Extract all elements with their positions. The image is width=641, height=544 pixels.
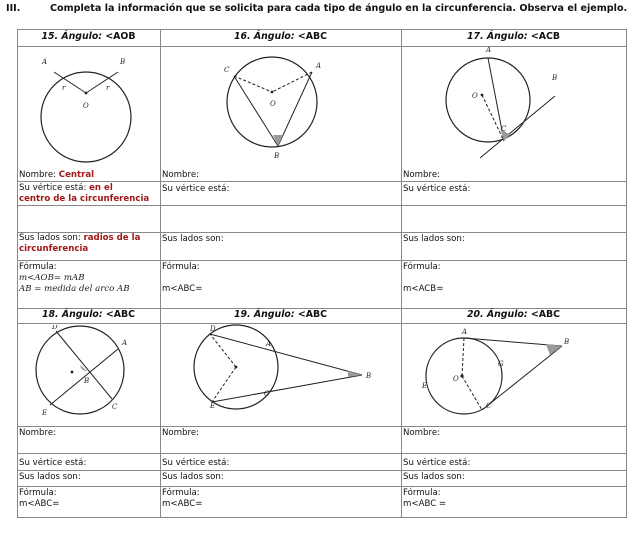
row-line: [17, 486, 627, 487]
figure-17-semi-inscribed-angle: [440, 40, 560, 160]
svg-text:B: B: [274, 152, 280, 160]
f16-vertice: Su vértice está:: [162, 184, 230, 194]
svg-text:r: r: [106, 84, 110, 92]
figure-19-exterior-angle: [190, 320, 380, 412]
figure-20-exterior-angle: [420, 326, 570, 418]
svg-text:A: A: [486, 46, 492, 54]
svg-text:O: O: [472, 92, 478, 100]
svg-text:E: E: [42, 409, 48, 417]
header-15: 15. Ángulo: <AOB: [41, 31, 136, 42]
f17-lados: Sus lados son:: [403, 234, 465, 244]
f18-vertice: Su vértice está:: [19, 458, 87, 468]
svg-text:B: B: [120, 58, 126, 66]
example-formula: Fórmula: m<AOB= mAB AB = medida del arco AB: [19, 262, 130, 294]
svg-text:r: r: [62, 84, 66, 92]
header-17: 17. Ángulo: <ACB: [467, 31, 560, 42]
figure-18-interior-angle: [32, 325, 142, 420]
f17-vertice: Su vértice está:: [403, 184, 471, 194]
svg-text:C: C: [501, 125, 507, 133]
f19-formula: Fórmula: m<ABC=: [162, 488, 203, 509]
svg-text:C: C: [112, 403, 118, 411]
figure-15-central-angle: [40, 50, 140, 168]
svg-text:B: B: [564, 338, 570, 346]
f16-nombre: Nombre:: [162, 170, 200, 180]
svg-text:A: A: [122, 339, 128, 347]
example-nombre: Nombre: Central: [19, 170, 95, 180]
table-border-bottom: [17, 517, 627, 518]
instruction-text: Completa la información que se solicita para cada tipo de ángulo en la circunferencia. Observa el ejemplo.: [50, 3, 628, 14]
f16-lados: Sus lados son:: [162, 234, 224, 244]
instruction-title: [6, 3, 627, 14]
row-line: [17, 181, 627, 182]
svg-text:B: B: [552, 74, 558, 82]
svg-text:O: O: [270, 100, 276, 108]
f19-vertice: Su vértice está:: [162, 458, 230, 468]
svg-text:O: O: [453, 375, 459, 383]
row-line: [17, 453, 627, 454]
row-line: [17, 260, 627, 261]
svg-text:A: A: [462, 328, 468, 336]
header-16: 16. Ángulo: <ABC: [234, 31, 327, 42]
f20-vertice: Su vértice está:: [403, 458, 471, 468]
svg-text:B: B: [366, 372, 372, 380]
f20-nombre: Nombre:: [403, 428, 441, 438]
f16-formula: Fórmula: m<ABC=: [162, 262, 203, 294]
svg-text:D: D: [52, 325, 58, 331]
f19-lados: Sus lados son:: [162, 472, 224, 482]
f18-lados: Sus lados son:: [19, 472, 81, 482]
svg-text:G: G: [498, 360, 504, 368]
svg-text:C: C: [486, 402, 492, 410]
f17-formula: Fórmula: m<ACB=: [403, 262, 444, 294]
example-lados: Sus lados son: radios de la circunferencia: [19, 233, 141, 254]
svg-text:O: O: [83, 102, 89, 110]
figure-16-inscribed-angle: [222, 50, 322, 168]
svg-text:E: E: [210, 402, 216, 410]
header-18: 18. Ángulo: <ABC: [42, 309, 135, 320]
f17-nombre: Nombre:: [403, 170, 441, 180]
svg-text:D: D: [210, 325, 216, 333]
svg-text:C: C: [264, 390, 270, 398]
row-line: [17, 205, 627, 206]
svg-text:E: E: [422, 382, 428, 390]
svg-text:C: C: [224, 66, 230, 74]
table-border-top: [17, 29, 627, 30]
f20-formula: Fórmula: m<ABC =: [403, 488, 447, 509]
svg-text:B: B: [84, 377, 90, 385]
f20-lados: Sus lados son:: [403, 472, 465, 482]
header-19: 19. Ángulo: <ABC: [234, 309, 327, 320]
f19-nombre: Nombre:: [162, 428, 200, 438]
example-vertice: Su vértice está: en el centro de la circunferencia: [19, 183, 150, 204]
svg-text:A: A: [316, 62, 322, 70]
instruction-number: III.: [6, 3, 21, 14]
f18-nombre: Nombre:: [19, 428, 57, 438]
svg-text:A: A: [266, 340, 272, 348]
svg-text:A: A: [42, 58, 48, 66]
col-line: [626, 29, 627, 518]
f18-formula: Fórmula: m<ABC=: [19, 488, 60, 509]
header-20: 20. Ángulo: <ABC: [467, 309, 560, 320]
row-line: [17, 470, 627, 471]
row-line: [17, 426, 627, 427]
